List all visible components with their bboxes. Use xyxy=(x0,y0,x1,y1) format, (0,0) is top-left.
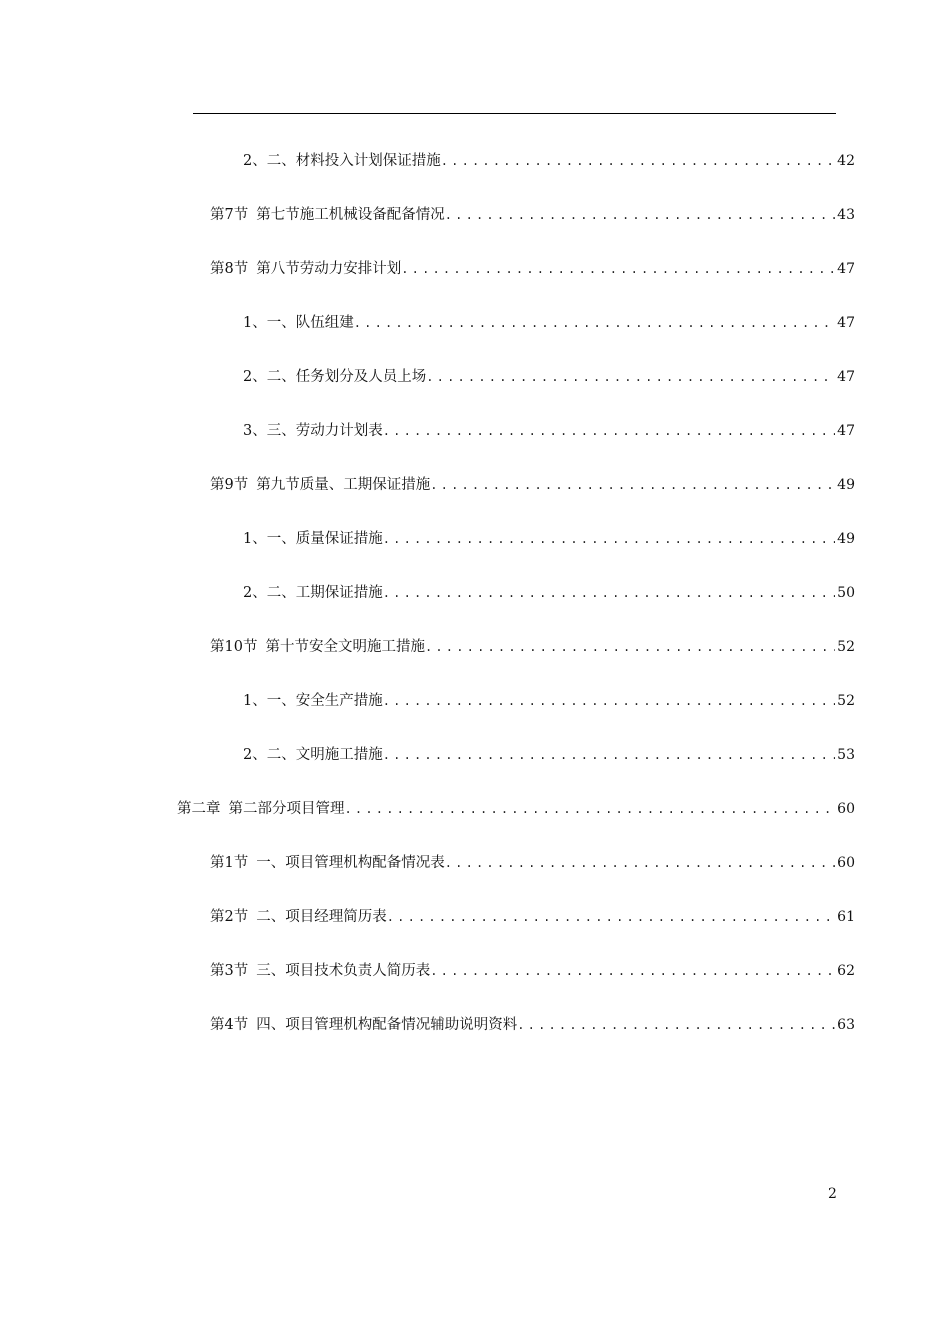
dot-leader xyxy=(517,1014,835,1036)
dot-leader xyxy=(430,960,835,982)
toc-entry[interactable] xyxy=(177,798,855,820)
toc-entry-title: 一、队伍组建 xyxy=(266,315,354,331)
toc-entry-title: 第十节安全文明施工措施 xyxy=(265,639,425,655)
toc-entry-label: 1、 xyxy=(243,315,267,331)
toc-entry[interactable] xyxy=(210,204,855,226)
toc-entry-title: 四、项目管理机构配备情况辅助说明资料 xyxy=(256,1017,518,1033)
page-number: 2 xyxy=(828,1186,837,1202)
dot-leader xyxy=(425,636,835,658)
toc-entry-label: 2、 xyxy=(243,153,267,169)
toc-entry-label: 第二章 xyxy=(177,801,221,817)
toc-entry-page: 47 xyxy=(837,315,855,331)
dot-leader xyxy=(383,528,835,550)
toc-entry-page: 47 xyxy=(837,261,855,277)
toc-entry-label: 第3节 xyxy=(210,963,249,979)
toc-entry-label: 第8节 xyxy=(210,261,249,277)
dot-leader xyxy=(445,852,835,874)
toc-entry-title: 第七节施工机械设备配备情况 xyxy=(256,207,445,223)
toc-entry-page: 52 xyxy=(837,639,855,655)
dot-leader xyxy=(383,420,835,442)
dot-leader xyxy=(345,798,836,820)
toc-entry-page: 61 xyxy=(837,909,855,925)
toc-entry[interactable] xyxy=(243,420,855,442)
toc-entry[interactable] xyxy=(210,258,855,280)
toc-entry-title: 三、项目技术负责人简历表 xyxy=(256,963,431,979)
dot-leader xyxy=(441,150,835,172)
toc-entry-page: 60 xyxy=(837,801,855,817)
toc-entry-page: 42 xyxy=(837,153,855,169)
toc-entry-label: 第10节 xyxy=(210,639,258,655)
dot-leader xyxy=(383,582,835,604)
toc-entry-label: 第2节 xyxy=(210,909,249,925)
dot-leader xyxy=(387,906,835,928)
toc-entry[interactable] xyxy=(210,636,855,658)
dot-leader xyxy=(383,744,835,766)
toc-entry[interactable] xyxy=(210,960,855,982)
toc-entry[interactable] xyxy=(243,366,855,388)
toc-entry[interactable] xyxy=(210,852,855,874)
toc-entry-title: 二、文明施工措施 xyxy=(266,747,383,763)
toc-entry-title: 二、任务划分及人员上场 xyxy=(266,369,427,385)
header-rule xyxy=(193,113,836,114)
toc-entry-page: 52 xyxy=(837,693,855,709)
dot-leader xyxy=(383,690,835,712)
dot-leader xyxy=(426,366,835,388)
toc-entry-page: 49 xyxy=(837,477,855,493)
dot-leader xyxy=(354,312,835,334)
toc-entry-title: 一、质量保证措施 xyxy=(266,531,383,547)
toc-entry-label: 1、 xyxy=(243,693,267,709)
toc-entry-label: 2、 xyxy=(243,585,267,601)
toc-entry-title: 第八节劳动力安排计划 xyxy=(256,261,402,277)
toc-entry[interactable] xyxy=(243,690,855,712)
toc-entry-page: 47 xyxy=(837,369,855,385)
toc-entry-page: 47 xyxy=(837,423,855,439)
toc-entry-page: 43 xyxy=(837,207,855,223)
toc-entry[interactable] xyxy=(243,528,855,550)
dot-leader xyxy=(401,258,835,280)
toc-entry[interactable] xyxy=(243,744,855,766)
toc-entry-label: 第1节 xyxy=(210,855,249,871)
toc-entry-label: 3、 xyxy=(243,423,267,439)
toc-entry-label: 1、 xyxy=(243,531,267,547)
toc-entry-title: 第九节质量、工期保证措施 xyxy=(256,477,431,493)
toc-entry-title: 第二部分项目管理 xyxy=(228,801,345,817)
toc-entry-page: 63 xyxy=(837,1017,855,1033)
toc-entry-title: 二、工期保证措施 xyxy=(266,585,383,601)
toc-entry-page: 62 xyxy=(837,963,855,979)
toc-entry[interactable] xyxy=(243,150,855,172)
toc-entry-title: 二、材料投入计划保证措施 xyxy=(266,153,441,169)
toc-entry-title: 一、安全生产措施 xyxy=(266,693,383,709)
toc-entry-title: 三、劳动力计划表 xyxy=(266,423,383,439)
dot-leader xyxy=(445,204,835,226)
toc-entry[interactable] xyxy=(210,1014,855,1036)
toc-entry-label: 第9节 xyxy=(210,477,249,493)
toc-entry[interactable] xyxy=(210,906,855,928)
toc-entry-title: 一、项目管理机构配备情况表 xyxy=(256,855,445,871)
dot-leader xyxy=(430,474,835,496)
toc-entry[interactable] xyxy=(243,312,855,334)
toc-entry-page: 60 xyxy=(837,855,855,871)
toc-entry-label: 第7节 xyxy=(210,207,249,223)
toc-entry-label: 第4节 xyxy=(210,1017,249,1033)
toc-entry-label: 2、 xyxy=(243,747,267,763)
toc-entry-title: 二、项目经理简历表 xyxy=(256,909,387,925)
toc-entry-page: 53 xyxy=(837,747,855,763)
toc-entry-page: 50 xyxy=(837,585,855,601)
toc-entry-label: 2、 xyxy=(243,369,267,385)
toc-entry[interactable] xyxy=(243,582,855,604)
toc-entry[interactable] xyxy=(210,474,855,496)
toc-entry-page: 49 xyxy=(837,531,855,547)
